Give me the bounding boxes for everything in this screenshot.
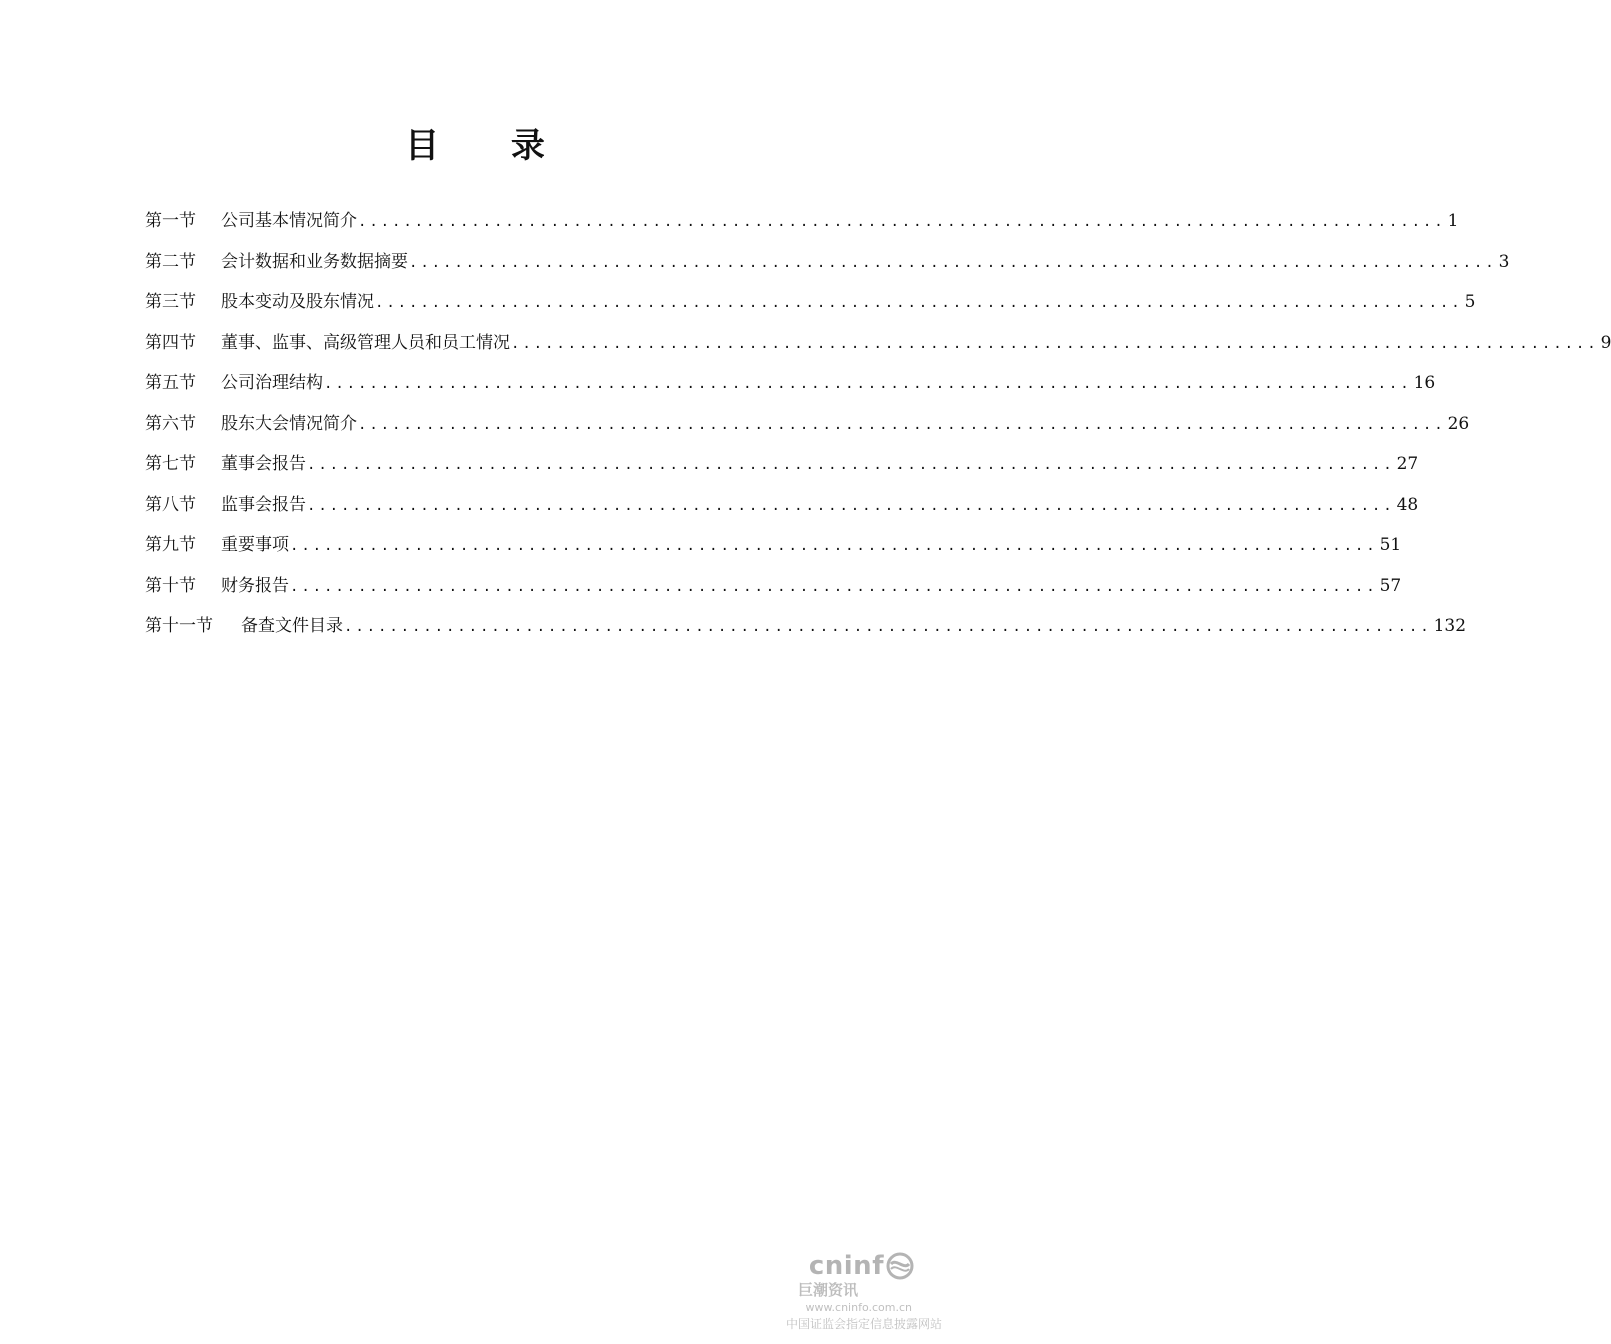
toc-entry — [145, 286, 1476, 327]
toc-entry — [145, 529, 1402, 570]
toc-entry — [145, 570, 1402, 611]
toc-section-number: 第九节 — [145, 535, 196, 555]
cninfo-brand-chinese: 巨潮资讯 — [797, 1281, 858, 1299]
toc-entry — [145, 205, 1459, 246]
toc-section-number: 第八节 — [145, 494, 196, 515]
toc-section-number: 第一节 — [145, 211, 196, 231]
document-title: 目 录 — [405, 126, 575, 166]
toc-page-number: 16 — [1413, 373, 1436, 393]
toc-entry — [145, 489, 1419, 530]
toc-section-title: 公司治理结构 — [221, 373, 323, 393]
toc-section-title: 重要事项 — [221, 535, 289, 555]
cninfo-watermark — [750, 1251, 942, 1332]
toc-section-number: 第二节 — [145, 251, 196, 272]
toc-entry — [145, 448, 1419, 489]
cninfo-logo — [750, 1252, 914, 1280]
toc-page-number: 9 — [1600, 332, 1611, 353]
toc-section-title: 董事、监事、高级管理人员和员工情况 — [221, 332, 510, 353]
toc-page-number: 3 — [1498, 251, 1510, 272]
toc-section-number: 第五节 — [145, 373, 196, 393]
toc-section-number: 第四节 — [145, 332, 196, 353]
toc-entry — [145, 367, 1436, 408]
toc-page-number: 26 — [1447, 413, 1470, 434]
cninfo-swirl-icon — [886, 1252, 914, 1280]
toc-page-number: 48 — [1396, 494, 1419, 515]
toc-leader-dots: ................................................................................................ — [290, 538, 1378, 554]
toc-section-number: 第十一节 — [145, 616, 213, 636]
toc-entry — [145, 408, 1470, 449]
toc-section-title: 公司基本情况简介 — [221, 211, 357, 231]
toc-page-number: 27 — [1396, 454, 1419, 474]
toc-section-title: 财务报告 — [221, 575, 289, 596]
toc-leader-dots: ................................................................................................ — [307, 457, 1395, 473]
table-of-contents — [145, 205, 1611, 651]
cninfo-tagline: 中国证监会指定信息披露网站 — [785, 1317, 942, 1331]
cninfo-url: www.cninfo.com.cn — [805, 1301, 912, 1314]
toc-leader-dots: ................................................................................................ — [290, 578, 1378, 595]
toc-section-number: 第三节 — [145, 292, 196, 312]
toc-page-number: 51 — [1379, 535, 1402, 555]
toc-leader-dots: ................................................................................................ — [324, 376, 1412, 392]
toc-section-title: 监事会报告 — [221, 494, 306, 515]
toc-entry — [145, 246, 1510, 287]
toc-page-number: 5 — [1464, 292, 1476, 312]
toc-entry — [145, 327, 1611, 368]
cninfo-brand-text: cninf — [808, 1251, 884, 1281]
toc-leader-dots: ................................................................................................ — [511, 335, 1599, 352]
toc-section-title: 备查文件目录 — [241, 616, 343, 636]
toc-section-number: 第六节 — [145, 413, 196, 434]
toc-section-title: 会计数据和业务数据摘要 — [221, 251, 408, 272]
toc-leader-dots: ................................................................................................ — [307, 497, 1395, 514]
toc-entry — [145, 610, 1467, 651]
toc-page-number: 132 — [1433, 616, 1467, 636]
toc-section-number: 第十节 — [145, 575, 196, 596]
toc-leader-dots: ................................................................................................ — [358, 416, 1446, 433]
toc-page-number: 57 — [1379, 575, 1402, 596]
toc-leader-dots: ................................................................................................ — [375, 295, 1463, 311]
toc-section-title: 董事会报告 — [221, 454, 306, 474]
toc-section-title: 股本变动及股东情况 — [221, 292, 374, 312]
toc-section-title: 股东大会情况简介 — [221, 413, 357, 434]
toc-page-number: 1 — [1447, 211, 1459, 231]
toc-leader-dots: ................................................................................................ — [409, 254, 1497, 271]
toc-leader-dots: ................................................................................................ — [358, 214, 1446, 230]
toc-section-number: 第七节 — [145, 454, 196, 474]
toc-leader-dots: ................................................................................................ — [344, 619, 1432, 635]
